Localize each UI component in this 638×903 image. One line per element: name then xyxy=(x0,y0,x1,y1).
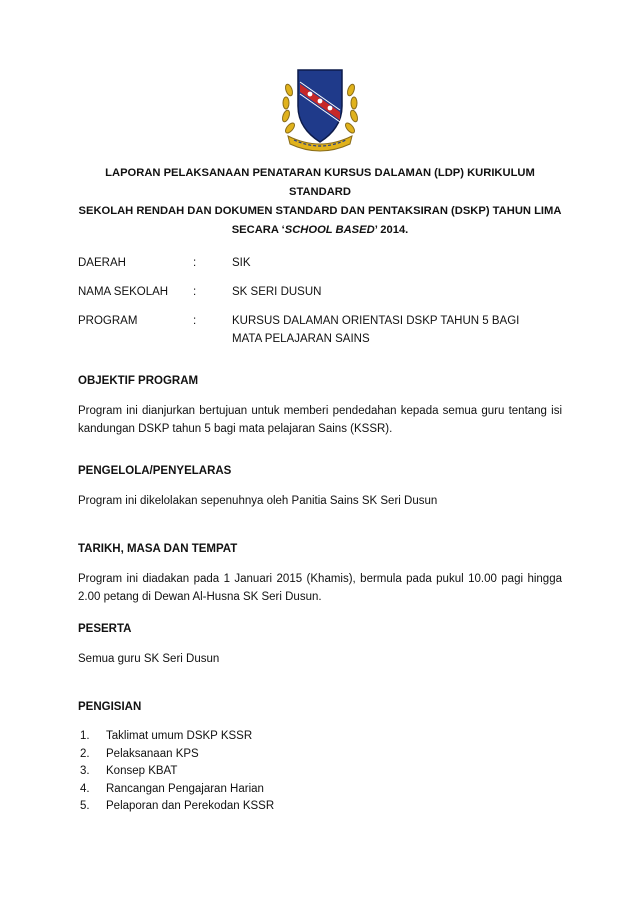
info-block xyxy=(78,254,548,359)
info-colon: : xyxy=(193,286,197,298)
section-body: Semua guru SK Seri Dusun xyxy=(78,653,220,665)
list-item-text: Rancangan Pengajaran Harian xyxy=(106,782,264,795)
title-line-3-suffix: ’ 2014. xyxy=(374,224,409,236)
info-row-nama-sekolah xyxy=(78,283,548,301)
title-line-3 xyxy=(74,221,566,240)
section-body: Program ini dianjurkan bertujuan untuk memberi pendedahan kepada semua guru tentang isi kandungan DSKP tahun 5 bagi mata pelajaran Sains (KSSR). xyxy=(78,405,562,435)
info-label: NAMA SEKOLAH xyxy=(78,286,169,298)
section-body: Program ini dikelolakan sepenuhnya oleh Panitia Sains SK Seri Dusun xyxy=(78,495,438,507)
list-item xyxy=(78,728,562,746)
info-value: KURSUS DALAMAN ORIENTASI DSKP TAHUN 5 BAGI MATA PELAJARAN SAINS xyxy=(232,315,520,345)
list-item xyxy=(78,763,562,781)
list-item-text: Pelaporan dan Perekodan KSSR xyxy=(106,800,275,812)
section-heading: PENGISIAN xyxy=(78,701,142,713)
section-pengelola xyxy=(78,462,562,510)
list-item-number: 1. xyxy=(80,730,90,742)
school-crest-logo xyxy=(270,58,370,158)
title-line-3-emphasis: SCHOOL BASED xyxy=(284,224,375,236)
list-item xyxy=(78,798,562,816)
list-item-text: Taklimat umum DSKP KSSR xyxy=(106,730,253,742)
info-row-daerah xyxy=(78,254,548,272)
info-colon: : xyxy=(193,257,197,269)
section-heading: OBJEKTIF PROGRAM xyxy=(78,375,199,387)
section-pengisian xyxy=(78,698,562,816)
title-line-1: LAPORAN PELAKSANAAN PENATARAN KURSUS DALAMAN (LDP) KURIKULUM STANDARD xyxy=(105,167,535,198)
info-label: DAERAH xyxy=(78,257,126,269)
list-item xyxy=(78,781,562,799)
info-value: SIK xyxy=(232,257,251,269)
crest-icon xyxy=(270,58,370,158)
list-item-number: 5. xyxy=(80,800,90,812)
list-item-number: 4. xyxy=(80,782,90,795)
info-label: PROGRAM xyxy=(78,315,138,327)
pengisian-list xyxy=(78,728,562,816)
section-heading: PESERTA xyxy=(78,623,132,635)
section-tarikh xyxy=(78,540,562,606)
section-heading: TARIKH, MASA DAN TEMPAT xyxy=(78,543,238,555)
list-item-text: Pelaksanaan KPS xyxy=(106,747,199,760)
title-line-2: SEKOLAH RENDAH DAN DOKUMEN STANDARD DAN PENTAKSIRAN (DSKP) TAHUN LIMA xyxy=(78,205,562,217)
info-row-program xyxy=(78,312,548,348)
report-title xyxy=(74,164,566,240)
title-line-3-prefix: SECARA ‘ xyxy=(231,224,285,236)
section-body: Program ini diadakan pada 1 Januari 2015 (Khamis), bermula pada pukul 10.00 pagi hingga 2.00 petang di Dewan Al-Husna SK Seri Dusun. xyxy=(78,573,562,603)
list-item-text: Konsep KBAT xyxy=(106,765,178,777)
section-peserta xyxy=(78,620,562,668)
info-value: SK SERI DUSUN xyxy=(232,286,322,298)
list-item-number: 3. xyxy=(80,765,90,777)
list-item-number: 2. xyxy=(80,747,90,760)
list-item xyxy=(78,746,562,764)
section-heading: PENGELOLA/PENYELARAS xyxy=(78,465,232,477)
section-objektif xyxy=(78,372,562,438)
info-colon: : xyxy=(193,315,197,327)
